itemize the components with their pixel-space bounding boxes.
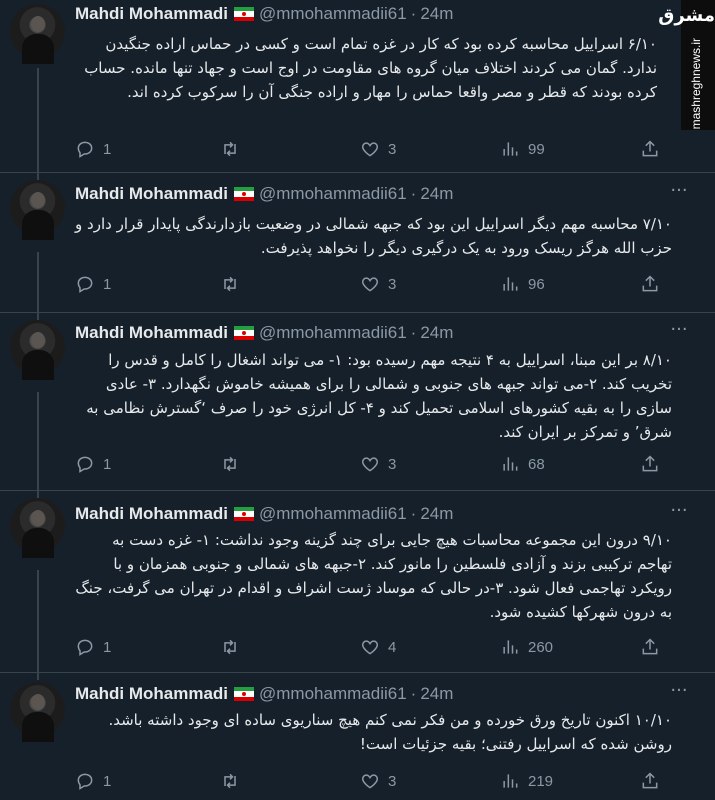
views-chart-icon bbox=[500, 771, 520, 791]
watermark-url: mashreghnews.ir bbox=[689, 38, 703, 130]
tweet[interactable] bbox=[0, 172, 715, 312]
author-handle[interactable]: @mmohammadii61 bbox=[259, 684, 407, 703]
tweet-actions bbox=[75, 636, 665, 658]
views-chart-icon bbox=[500, 637, 520, 657]
share-icon bbox=[640, 637, 660, 657]
share-button[interactable] bbox=[640, 138, 660, 160]
tweet-text: ۱۰/۱۰ اکنون تاریخ ورق خورده و من فکر نمی کنم هیچ سناریوی ساده ای وجود داشته باشد. روشن شده که اسراییل رفتنی؛ بقیه جزئیات است! bbox=[108, 711, 672, 753]
share-icon bbox=[640, 771, 660, 791]
reply-button[interactable] bbox=[75, 138, 111, 160]
tweet[interactable] bbox=[0, 0, 715, 172]
like-button[interactable] bbox=[360, 453, 396, 475]
avatar[interactable] bbox=[10, 180, 65, 235]
tweet-header bbox=[75, 2, 453, 26]
tweet-header bbox=[75, 321, 453, 345]
retweet-button[interactable] bbox=[220, 636, 248, 658]
retweet-icon bbox=[220, 771, 240, 791]
like-button[interactable] bbox=[360, 138, 396, 160]
tweet-text: ۹/۱۰ درون این مجموعه محاسبات هیچ جایی برای چند گزینه وجود نداشت: ۱- غزه دست به تهاجم ترکیبی بزند و آزادی فلسطین را مانور کند. ۲-جبهه های شمالی و جنوبی همزمان و با رویکرد تهاجمی فعال شود. ۳-در حالی که موساد ژست اشراف و اقدام در تهران می گرفت، جنگ به درون شهرکها کشیده شود. bbox=[75, 531, 672, 621]
reply-icon bbox=[75, 139, 95, 159]
avatar[interactable] bbox=[10, 498, 65, 553]
tweet-text: ۸/۱۰ بر این مبنا، اسراییل به ۴ نتیجه مهم رسیده بود: ۱- می تواند اشغال را کامل و قدس را تخریب کند. ۲-می تواند جبهه های جنوبی و شمالی را برای همیشه خاموش نگهدارد. ۳- عادی سازی را به بقیه کشورهای اسلامی تحمیل کند و ۴- کل انرژی خود را صرف ‘گسترش نظامی به شرق’ و تمرکز بر ایران کند. bbox=[86, 351, 672, 441]
author-name[interactable]: Mahdi Mohammadi bbox=[75, 184, 229, 203]
reply-button[interactable] bbox=[75, 453, 111, 475]
retweet-button[interactable] bbox=[220, 453, 248, 475]
iran-flag-icon bbox=[234, 326, 254, 340]
retweet-icon bbox=[220, 454, 240, 474]
timestamp[interactable]: 24m bbox=[420, 323, 454, 342]
views-button[interactable] bbox=[500, 273, 545, 295]
views-chart-icon bbox=[500, 274, 520, 294]
views-button[interactable] bbox=[500, 636, 553, 658]
tweet[interactable] bbox=[0, 490, 715, 672]
retweet-icon bbox=[220, 274, 240, 294]
separator-dot: · bbox=[410, 504, 417, 523]
tweet-header bbox=[75, 182, 453, 206]
retweet-button[interactable] bbox=[220, 770, 248, 792]
views-count: 219 bbox=[528, 772, 554, 790]
views-chart-icon bbox=[500, 139, 520, 159]
reply-count: 1 bbox=[103, 638, 112, 656]
iran-flag-icon bbox=[234, 187, 254, 201]
author-handle[interactable]: @mmohammadii61 bbox=[259, 184, 407, 203]
more-options-icon[interactable]: ··· bbox=[670, 180, 688, 201]
share-button[interactable] bbox=[640, 770, 660, 792]
avatar[interactable] bbox=[10, 320, 65, 375]
tweet[interactable] bbox=[0, 672, 715, 800]
reply-count: 1 bbox=[103, 455, 112, 473]
tweet-header bbox=[75, 502, 453, 526]
author-name[interactable]: Mahdi Mohammadi bbox=[75, 684, 229, 703]
reply-button[interactable] bbox=[75, 770, 111, 792]
reply-count: 1 bbox=[103, 140, 112, 158]
reply-icon bbox=[75, 771, 95, 791]
like-button[interactable] bbox=[360, 273, 396, 295]
like-count: 3 bbox=[388, 140, 397, 158]
heart-icon bbox=[360, 637, 380, 657]
retweet-icon bbox=[220, 637, 240, 657]
views-count: 96 bbox=[528, 275, 545, 293]
reply-button[interactable] bbox=[75, 273, 111, 295]
watermark-logo: مشرق bbox=[658, 5, 715, 26]
author-handle[interactable]: @mmohammadii61 bbox=[259, 4, 407, 23]
reply-icon bbox=[75, 274, 95, 294]
reply-count: 1 bbox=[103, 772, 112, 790]
views-button[interactable] bbox=[500, 138, 545, 160]
views-chart-icon bbox=[500, 454, 520, 474]
timestamp[interactable]: 24m bbox=[420, 4, 454, 23]
tweet[interactable] bbox=[0, 312, 715, 490]
heart-icon bbox=[360, 771, 380, 791]
separator-dot: · bbox=[410, 684, 417, 703]
like-count: 3 bbox=[388, 455, 397, 473]
separator-dot: · bbox=[410, 4, 417, 23]
tweet-text: ۶/۱۰ اسراییل محاسبه کرده بود که کار در غزه تمام است و کسی در حماس اراده جنگیدن ندارد. گمان می کردند اختلاف میان گروه های مقاومت در اوج است و جهاد تنها مانده. حساب کرده بودند که قطر و مصر واقعا حماس را مهار و اراده جنگی آن را سرکوب کرده اند. bbox=[84, 35, 657, 101]
heart-icon bbox=[360, 139, 380, 159]
more-options-icon[interactable]: ··· bbox=[670, 500, 688, 521]
views-count: 260 bbox=[528, 638, 554, 656]
reply-icon bbox=[75, 454, 95, 474]
iran-flag-icon bbox=[234, 7, 254, 21]
author-handle[interactable]: @mmohammadii61 bbox=[259, 323, 407, 342]
timestamp[interactable]: 24m bbox=[420, 684, 454, 703]
reply-count: 1 bbox=[103, 275, 112, 293]
iran-flag-icon bbox=[234, 507, 254, 521]
tweet-actions bbox=[75, 138, 665, 160]
mashregh-watermark bbox=[658, 0, 715, 130]
separator-dot: · bbox=[410, 184, 417, 203]
more-options-icon[interactable]: ··· bbox=[670, 680, 688, 701]
timestamp[interactable]: 24m bbox=[420, 504, 454, 523]
views-button[interactable] bbox=[500, 770, 553, 792]
share-icon bbox=[640, 274, 660, 294]
like-count: 4 bbox=[388, 638, 397, 656]
author-handle[interactable]: @mmohammadii61 bbox=[259, 504, 407, 523]
more-options-icon[interactable]: ··· bbox=[670, 319, 688, 340]
views-count: 68 bbox=[528, 455, 545, 473]
reply-icon bbox=[75, 637, 95, 657]
views-count: 99 bbox=[528, 140, 545, 158]
timestamp[interactable]: 24m bbox=[420, 184, 454, 203]
tweet-header bbox=[75, 682, 453, 706]
share-icon bbox=[640, 139, 660, 159]
avatar[interactable] bbox=[10, 4, 65, 59]
avatar[interactable] bbox=[10, 682, 65, 737]
retweet-button[interactable] bbox=[220, 273, 248, 295]
views-button[interactable] bbox=[500, 453, 545, 475]
heart-icon bbox=[360, 274, 380, 294]
separator-dot: · bbox=[410, 323, 417, 342]
share-button[interactable] bbox=[640, 273, 660, 295]
like-count: 3 bbox=[388, 772, 397, 790]
tweet-actions bbox=[75, 770, 665, 792]
author-name[interactable]: Mahdi Mohammadi bbox=[75, 323, 229, 342]
iran-flag-icon bbox=[234, 687, 254, 701]
share-icon bbox=[640, 454, 660, 474]
share-button[interactable] bbox=[640, 636, 660, 658]
tweet-text: ۷/۱۰ محاسبه مهم دیگر اسراییل این بود که جبهه شمالی در وضعیت بازدارندگی پایدار قرار دارد و حزب الله هرگز ریسک ورود به یک درگیری دیگر را نخواهد پذیرفت. bbox=[75, 215, 672, 257]
retweet-icon bbox=[220, 139, 240, 159]
tweet-actions bbox=[75, 273, 665, 295]
like-button[interactable] bbox=[360, 770, 396, 792]
like-button[interactable] bbox=[360, 636, 396, 658]
like-count: 3 bbox=[388, 275, 397, 293]
reply-button[interactable] bbox=[75, 636, 111, 658]
retweet-button[interactable] bbox=[220, 138, 248, 160]
author-name[interactable]: Mahdi Mohammadi bbox=[75, 4, 229, 23]
share-button[interactable] bbox=[640, 453, 660, 475]
heart-icon bbox=[360, 454, 380, 474]
tweet-actions bbox=[75, 453, 665, 475]
author-name[interactable]: Mahdi Mohammadi bbox=[75, 504, 229, 523]
